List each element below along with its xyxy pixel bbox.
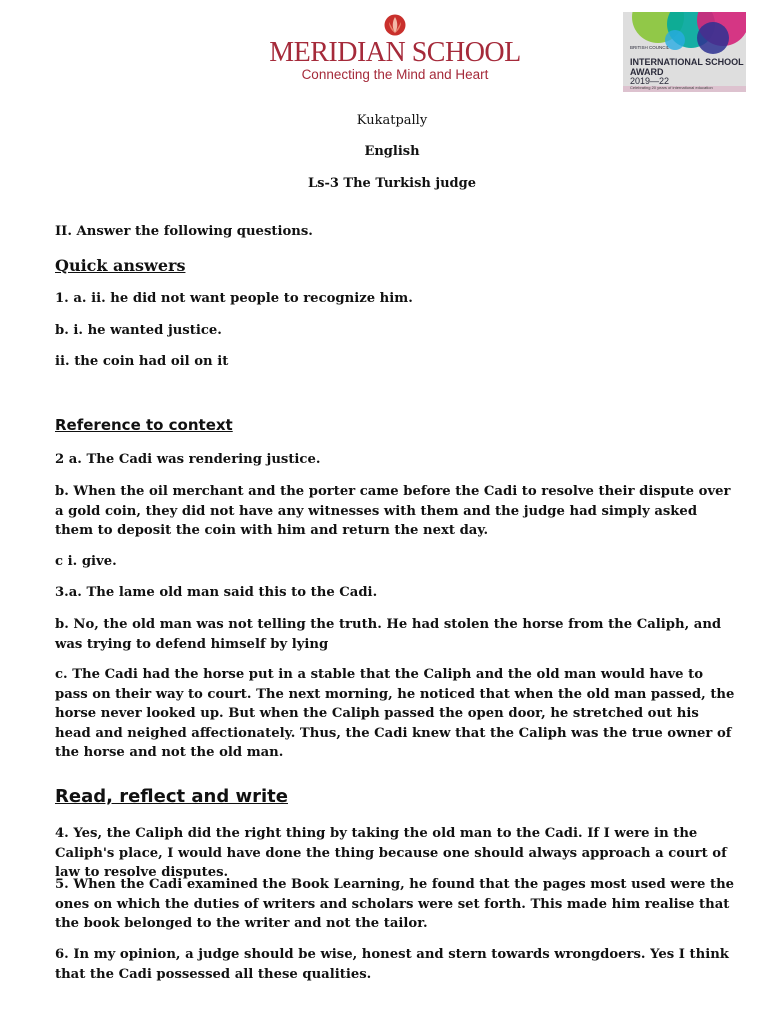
quick-answer-1: 1. a. ii. he did not want people to recognize him. [55, 291, 413, 306]
reflect-answer-5: 5. When the Cadi examined the Book Learning, he found that the pages most used were the ones on which the duties of writers and scholars were set forth. This made him realise that the book belonged to the writer and not the tailor. [55, 877, 735, 931]
quick-answer-3: ii. the coin had oil on it [55, 354, 229, 369]
reflect-heading: Read, reflect and write [55, 786, 288, 807]
subject-title: English [364, 144, 420, 159]
award-issuer: BRITISH COUNCIL [630, 45, 670, 50]
reflect-answer-6: 6. In my opinion, a judge should be wise, honest and stern towards wrongdoers. Yes I think that the Cadi possessed all these qualities. [55, 947, 729, 982]
quick-answer-2: b. i. he wanted justice. [55, 323, 222, 338]
international-school-award-badge [623, 12, 746, 92]
reflect-answer-4: 4. Yes, the Caliph did the right thing by taking the old man to the Cadi. If I were in the Caliph's place, I would have done the thing because one should always approach a court of law to resolve disputes. [55, 826, 727, 880]
reference-answer-2c: c i. give. [55, 554, 117, 569]
tulip-logo-icon [383, 14, 407, 36]
reference-answer-2b: b. When the oil merchant and the porter came before the Cadi to resolve their dispute over a gold coin, they did not have any witnesses with them and the judge had simply asked them to deposit the coin with him and return the next day. [55, 484, 731, 538]
reference-answer-3c: c. The Cadi had the horse put in a stable that the Caliph and the old man would have to pass on their way to court. The next morning, he noticed that when the old man passed, the horse never looked up. But when the Caliph passed the open door, he stretched out his head and neighed affectionately. Thus, the Cadi knew that the Caliph was the true owner of the horse and not the old man. [55, 667, 735, 760]
school-name: MERIDIAN SCHOOL [269, 37, 521, 68]
reference-answer-3a: 3.a. The lame old man said this to the Cadi. [55, 585, 378, 600]
reference-answer-2a: 2 a. The Cadi was rendering justice. [55, 452, 321, 467]
award-years: 2019—22 [630, 76, 670, 86]
reference-answer-3b: b. No, the old man was not telling the truth. He had stolen the horse from the Caliph, and was trying to defend himself by lying [55, 617, 722, 652]
reference-heading: Reference to context [55, 416, 233, 434]
quick-answers-heading: Quick answers [55, 256, 186, 275]
instruction-line: II. Answer the following questions. [55, 224, 313, 239]
award-title [630, 58, 745, 87]
lesson-title: Ls-3 The Turkish judge [308, 176, 476, 191]
school-tagline: Connecting the Mind and Heart [301, 67, 489, 82]
award-footer: Celebrating 20 years of international education [630, 85, 713, 90]
award-title-text: INTERNATIONAL SCHOOL AWARD [630, 57, 744, 77]
branch-name: Kukatpally [356, 113, 428, 128]
